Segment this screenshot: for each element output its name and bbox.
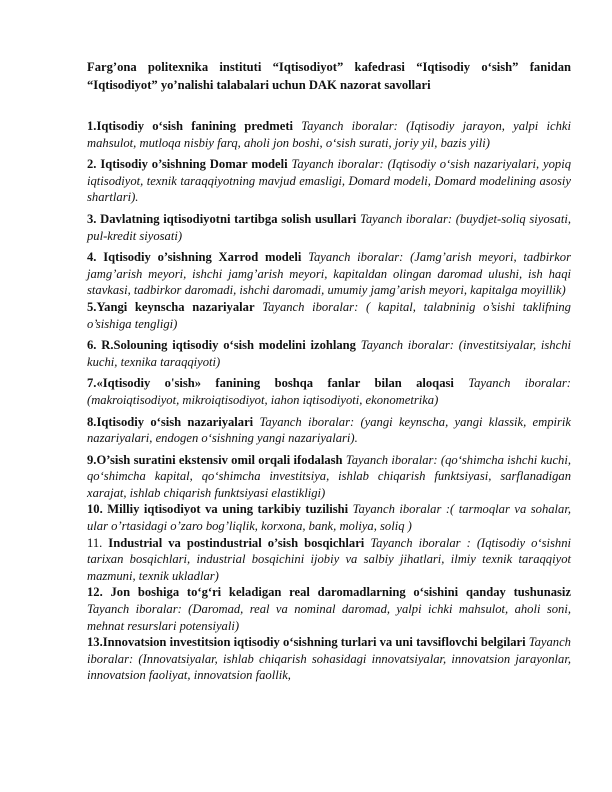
document-page [87, 58, 571, 684]
question-5 [87, 299, 571, 332]
question-6 [87, 337, 571, 370]
question-11-keywords: Tayanch iboralar : (Iqtisodiy o‘sishni tarixan bosqichlari, industrial bosqichini ijobiy va salbiy jihatlari, ilmiy texnik taraqqiyot mazmuni, texnik ukladlar) [87, 535, 571, 583]
question-2 [87, 156, 571, 206]
question-1 [87, 118, 571, 151]
question-3-heading: 3. Davlatning iqtisodiyotni tartibga solish usullari [87, 211, 357, 226]
question-10-keywords: Tayanch iboralar :( tarmoqlar va sohalar, ular o’rtasidagi o’zaro bog’liqlik, korxona, bank, moliya, soliq ) [87, 502, 571, 534]
question-2-keywords: Tayanch iboralar: (Iqtisodiy o‘sish nazariyalari, yopiq iqtisodiyot, texnik taraqqiyotning mavjud emasligi, Domard modeli, Domard modelining asosiy shartlari). [87, 157, 571, 205]
question-9-heading: 9.O’sish suratini ekstensiv omil orqali ifodalash [87, 452, 343, 467]
question-12 [87, 584, 571, 634]
document-title: Farg’ona politexnika instituti “Iqtisodiyot” kafedrasi “Iqtisodiy o‘sish” fanidan “Iqtisodiyot” yo’nalishi talabalari uchun DAK nazorat savollari [87, 60, 571, 92]
question-3 [87, 211, 571, 244]
question-9-keywords: Tayanch iboralar: (qo‘shimcha ishchi kuchi, qo‘shimcha kapital, qo‘shimcha investitsiya, ishlab chiqarish funktsiyasi, sarflanadigan xarajat, ishlab chiqarish funktsiyasi elastikligi) [87, 452, 571, 500]
question-9 [87, 452, 571, 502]
question-6-heading: 6. R.Solouning iqtisodiy o‘sish modelini izohlang [87, 338, 356, 353]
question-12-keywords: Tayanch iboralar: (Daromad, real va nominal daromad, yalpi ichki mahsulot, aholi soni, mehnat resurslari potensiyali) [87, 602, 571, 633]
question-5-keywords: Tayanch iboralar: ( kapital, talabninig o’sishi taklifning o’sishiga tengligi) [87, 299, 571, 331]
question-8 [87, 414, 571, 447]
question-11 [87, 535, 571, 585]
question-3-keywords: Tayanch iboralar: (buydjet-soliq siyosati, pul-kredit siyosati) [87, 211, 571, 243]
question-4-heading: 4. Iqtisodiy o’sishning Xarrod modeli [87, 250, 302, 265]
question-8-heading: 8.Iqtisodiy o‘sish nazariyalari [87, 414, 254, 429]
question-5-heading: 5.Yangi keynscha nazariyalar [87, 299, 255, 314]
question-8-keywords: Tayanch iboralar: (yangi keynscha, yangi klassik, empirik nazariyalari, endogen o‘sishning yangi nazariyalari). [87, 414, 572, 446]
question-4 [87, 249, 571, 299]
question-2-heading: 2. Iqtisodiy o’sishning Domar modeli [87, 157, 288, 172]
question-13-keywords: Tayanch iboralar: (Innovatsiyalar, ishlab chiqarish sohasidagi innovatsiyalar, innovatsion jarayonlar, innovatsion faoliyat, innovatsion faollik, [87, 635, 571, 683]
question-12-heading: 12. Jon boshiga to‘g‘ri keladigan real daromadlarning o‘sishini qanday tushunasiz [87, 585, 571, 600]
question-10 [87, 501, 571, 534]
question-6-keywords: Tayanch iboralar: (investitsiyalar, ishchi kuchi, texnika taraqqiyoti) [87, 338, 571, 369]
question-13 [87, 634, 571, 684]
question-7-keywords: Tayanch iboralar: (makroiqtisodiyot, mikroiqtisodiyot, iahon iqtisodiyoti, ekonometrika) [87, 376, 571, 407]
question-11-heading: Industrial va postindustrial o’sish bosqichlari [102, 535, 365, 550]
question-1-keywords: Tayanch iboralar: (Iqtisodiy jarayon, yalpi ichki mahsulot, mutloqa nisbiy farq, aholi jon boshi, o‘sish surati, joriy yil, bazis yili) [87, 119, 571, 150]
question-7 [87, 375, 571, 408]
question-7-heading: 7.«Iqtisodiy o'sish» fanining boshqa fanlar bilan aloqasi [87, 376, 454, 391]
question-13-heading: 13.Innovatsion investitsion iqtisodiy o‘sishning turlari va uni tavsiflovchi belgilari [87, 635, 526, 650]
question-11-number: 11. [87, 535, 103, 550]
question-4-keywords: Tayanch iboralar: (Jamg’arish meyori, tadbirkor jamg’arish meyori, ishchi jamg’arish meyori, kapitaldan olingan daromad ulushi, ish haqi stavkasi, tadbirkor daromadi, ishchi daromadi, umumiy jamg’arish meyori, kapitalga moyillik) [87, 250, 571, 298]
question-1-heading: 1.Iqtisodiy o‘sish fanining predmeti [87, 119, 294, 133]
question-10-heading: 10. Milliy iqtisodiyot va uning tarkibiy tuzilishi [87, 502, 349, 517]
